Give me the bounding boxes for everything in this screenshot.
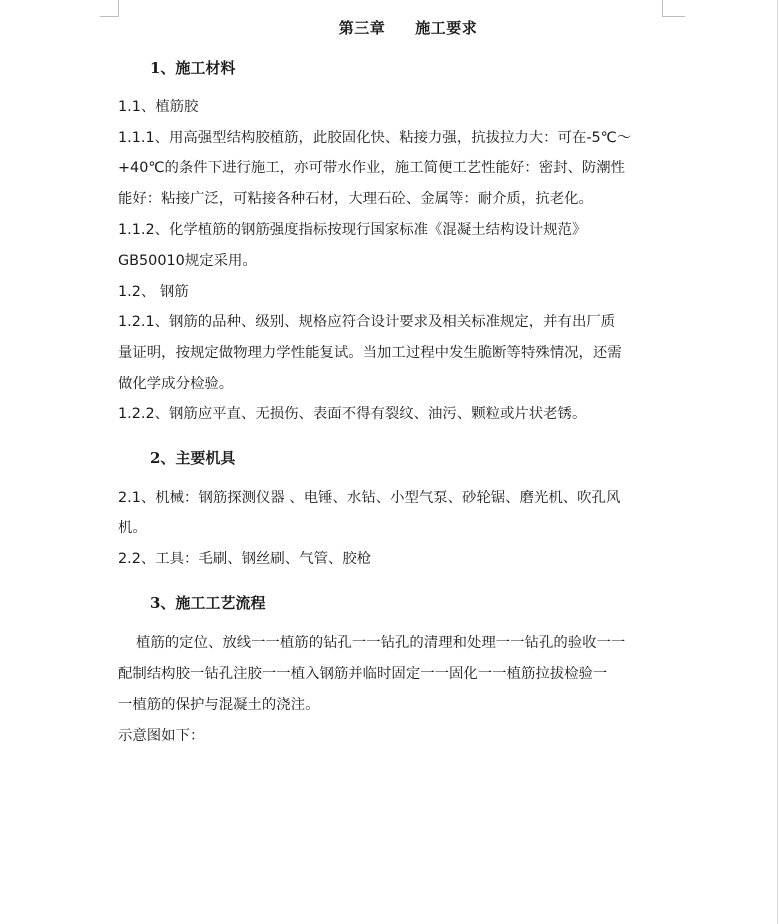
paragraph-line: 植筋的定位、放线一一植筋的钻孔一一钻孔的清理和处理一一钻孔的验收一一 xyxy=(136,635,626,651)
paragraph-line: 1.1.1、用高强型结构胶植筋，此胶固化快、粘接力强，抗拔拉力大：可在-5℃～ xyxy=(118,130,632,146)
paragraph-line: 1.1、植筋胶 xyxy=(118,99,199,115)
paragraph-line: 一植筋的保护与混凝土的浇注。 xyxy=(118,697,320,713)
section-heading-process: 3、施工工艺流程 xyxy=(150,594,266,612)
margin-marker-top-right xyxy=(662,0,685,17)
paragraph-line: 1.2.2、钢筋应平直、无损伤、表面不得有裂纹、油污、颗粒或片状老锈。 xyxy=(118,406,587,422)
chapter-name: 施工要求 xyxy=(415,19,478,37)
paragraph-line: +40℃的条件下进行施工，亦可带水作业，施工简便工艺性能好：密封、防潮性 xyxy=(118,160,626,176)
paragraph-line: 做化学成分检验。 xyxy=(118,376,234,392)
section-heading-materials: 1、施工材料 xyxy=(150,59,236,77)
paragraph-line: 1.2、 钢筋 xyxy=(118,284,189,300)
paragraph-line: 配制结构胶一钻孔注胶一一植入钢筋并临时固定一一固化一一植筋拉拔检验一 xyxy=(118,666,608,682)
paragraph-line: 2.2、工具：毛刷、钢丝刷、气管、胶枪 xyxy=(118,551,372,567)
chapter-number: 第三章 xyxy=(338,19,386,37)
paragraph-line: 量证明，按规定做物理力学性能复试。当加工过程中发生脆断等特殊情况，还需 xyxy=(118,345,622,361)
section-heading-equipment: 2、主要机具 xyxy=(150,449,236,467)
paragraph-line: 能好：粘接广泛，可粘接各种石材，大理石砼、金属等：耐介质，抗老化。 xyxy=(118,191,593,207)
paragraph-line: GB50010规定采用。 xyxy=(118,253,257,269)
paragraph-line: 2.1、机械：钢筋探测仪器 、电锤、水钻、小型气泵、砂轮锯、磨光机、吹孔风 xyxy=(118,490,621,506)
margin-marker-top-left xyxy=(100,0,119,17)
paragraph-line: 机。 xyxy=(118,520,147,536)
chapter-title xyxy=(118,17,698,38)
paragraph-line: 1.1.2、化学植筋的钢筋强度指标按现行国家标准《混凝土结构设计规范》 xyxy=(118,222,587,238)
paragraph-line: 1.2.1、钢筋的品种、级别、规格应符合设计要求及相关标准规定，并有出厂质 xyxy=(118,314,616,330)
paragraph-line: 示意图如下： xyxy=(118,728,205,744)
